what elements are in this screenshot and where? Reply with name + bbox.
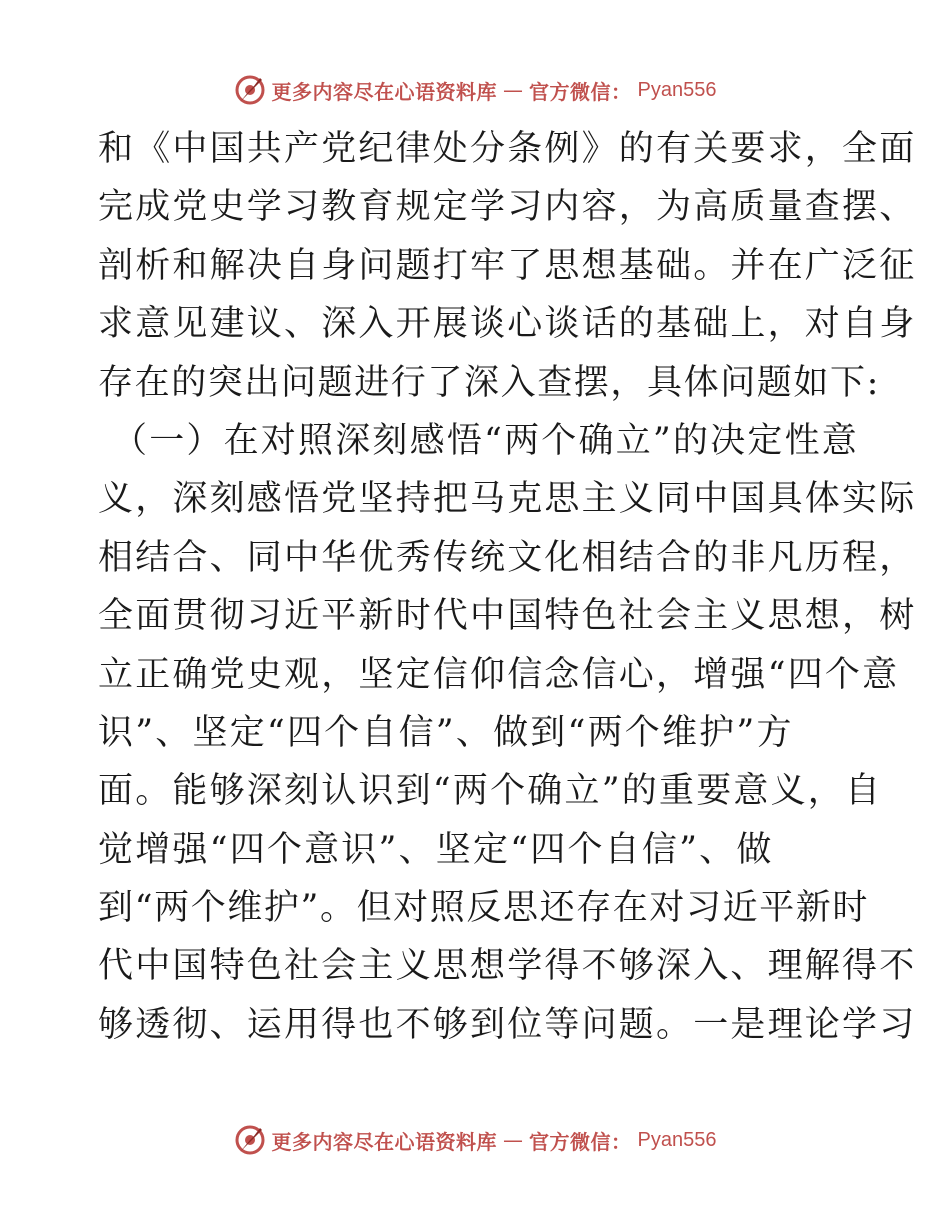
pen-circle-logo-icon xyxy=(234,1124,266,1156)
text-line: 剖析和解决自身问题打牢了思想基础。并在广泛征 xyxy=(98,245,917,286)
document-body xyxy=(98,120,917,1054)
watermark-wechat-label: 官方微信： xyxy=(529,1129,632,1154)
text-line: 面。能够深刻认识到“两个确立”的重要意义，自 xyxy=(98,771,883,812)
watermark-site-text: 更多内容尽在心语资料库 xyxy=(271,1129,498,1154)
text-line: 代中国特色社会主义思想学得不够深入、理解得不 xyxy=(98,946,917,987)
text-line: 到“两个维护”。但对照反思还存在对习近平新时 xyxy=(98,888,869,929)
text-line: 立正确党史观，坚定信仰信念信心，增强“四个意 xyxy=(98,654,900,695)
header-watermark xyxy=(0,70,950,110)
text-line: 相结合、同中华优秀传统文化相结合的非凡历程， xyxy=(98,537,917,578)
footer-watermark xyxy=(0,1120,950,1160)
watermark-separator: — xyxy=(503,1128,524,1152)
watermark-wechat-label: 官方微信： xyxy=(529,79,632,104)
text-line: 义，深刻感悟党坚持把马克思主义同中国具体实际 xyxy=(98,479,917,520)
section-heading-line: （一）在对照深刻感悟“两个确立”的决定性意 xyxy=(112,420,859,461)
text-line: 存在的突出问题进行了深入查摆，具体问题如下: xyxy=(98,362,880,403)
text-line: 全面贯彻习近平新时代中国特色社会主义思想，树 xyxy=(98,596,917,637)
watermark-separator: — xyxy=(503,78,524,102)
watermark-wechat-id: Pyan556 xyxy=(637,78,717,101)
watermark-wechat-id: Pyan556 xyxy=(637,1128,717,1151)
text-line: 完成党史学习教育规定学习内容，为高质量查摆、 xyxy=(98,187,917,228)
text-line: 觉增强“四个意识”、坚定“四个自信”、做 xyxy=(98,829,774,870)
text-line: 和《中国共产党纪律处分条例》的有关要求，全面 xyxy=(98,129,917,169)
text-line: 求意见建议、深入开展谈心谈话的基础上，对自身 xyxy=(98,304,917,345)
text-line: 够透彻、运用得也不够到位等问题。一是理论学习 xyxy=(98,1004,917,1045)
watermark-site-text: 更多内容尽在心语资料库 xyxy=(271,79,498,104)
text-line: 识”、坚定“四个自信”、做到“两个维护”方 xyxy=(98,712,794,753)
pen-circle-logo-icon xyxy=(234,74,266,106)
